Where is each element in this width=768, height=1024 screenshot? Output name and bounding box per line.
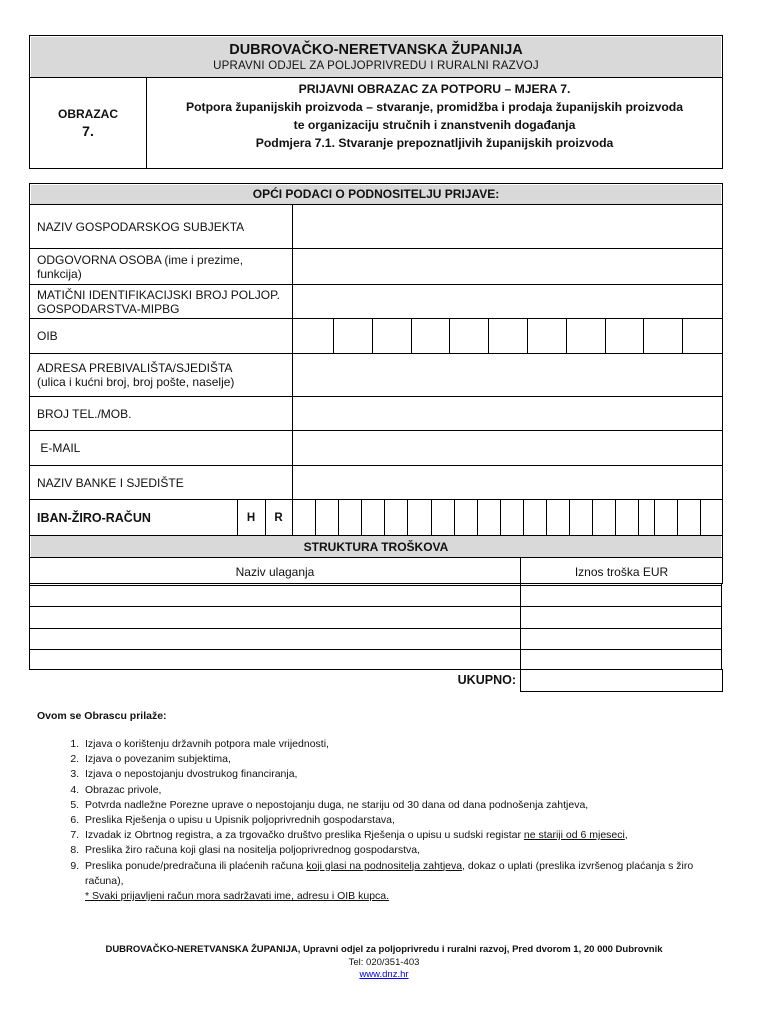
list-item: 1. Izjava o korištenju državnih potpora male vrijednosti, xyxy=(82,737,768,752)
footer-address: DUBROVAČKO-NERETVANSKA ŽUPANIJA, Upravni odjel za poljoprivredu i ruralni razvoj, Pred dvorom 1, 20 000 Dubrovnik xyxy=(105,944,663,955)
measure-title-line-3: te organizaciju stručnih i znanstvenih događanja xyxy=(293,118,576,132)
form-number-cell xyxy=(30,78,146,168)
field-label: MATIČNI IDENTIFIKACIJSKI BROJ POLJOP. xyxy=(37,287,280,302)
field-label: NAZIV GOSPODARSKOG SUBJEKTA xyxy=(37,219,245,234)
list-item: 3. Izjava o nepostojanju dvostrukog financiranja, xyxy=(82,767,768,782)
list-item: 9. Preslika ponude/predračuna ili plaćenih računa koji glasi na podnositelja zahtjeva, dokaz o uplati (preslika izvršenog plaćanja s žiro računa), * Svaki prijavljeni račun mora sadržavati ime, adresu i OIB kupca. xyxy=(82,859,700,905)
field-bank xyxy=(30,466,292,499)
attachments-list xyxy=(37,737,768,904)
footer-phone: Tel: 020/351-403 xyxy=(348,956,420,968)
field-label: OIB xyxy=(37,329,58,343)
applicant-section-title: OPĆI PODACI O PODNOSITELJU PRIJAVE: xyxy=(31,185,722,204)
measure-title xyxy=(147,80,722,152)
measure-title-line-2: Potpora županijskih proizvoda – stvaranje, promidžba i prodaja županijskih proizvoda xyxy=(185,100,684,114)
attachments-note: * Svaki prijavljeni račun mora sadržavati ime, adresu i OIB kupca. xyxy=(85,890,390,903)
field-label: ADRESA PREBIVALIŠTA/SJEDIŠTA xyxy=(37,361,233,375)
field-label: NAZIV BANKE I SJEDIŠTE xyxy=(37,475,184,490)
field-responsible-person xyxy=(30,249,292,284)
field-iban: IBAN-ŽIRO-RAČUN xyxy=(37,510,151,525)
measure-title-line-4: Podmjera 7.1. Stvaranje prepoznatljivih županijskih proizvoda xyxy=(255,136,614,150)
field-address xyxy=(30,354,292,396)
field-label: ODGOVORNA OSOBA (ime i prezime, xyxy=(37,252,244,267)
field-company-name xyxy=(30,205,292,248)
footer-website-link[interactable]: www.dnz.hr xyxy=(359,969,409,980)
page-footer xyxy=(0,944,768,982)
costs-total-label: UKUPNO: xyxy=(457,673,516,687)
dept-name: UPRAVNI ODJEL ZA POLJOPRIVREDU I RURALNI RAZVOJ xyxy=(213,59,539,72)
field-mipbg xyxy=(30,285,292,318)
costs-col-investment: Naziv ulaganja xyxy=(235,564,315,579)
list-item: 8. Preslika žiro računa koji glasi na nositelja poljoprivrednog gospodarstva, xyxy=(82,843,768,858)
costs-col-amount: Iznos troška EUR xyxy=(574,564,669,579)
form-number: 7. xyxy=(82,123,94,139)
iban-prefix-r: R xyxy=(274,511,283,524)
list-item: 7. Izvadak iz Obrtnog registra, a za trgovačko društvo preslika Rješenja o upisu u sudski registar ne stariji od 6 mjeseci, xyxy=(82,828,768,843)
field-label: BROJ TEL./MOB. xyxy=(37,406,132,421)
list-item: 6. Preslika Rješenja o upisu u Upisnik poljoprivrednih gospodarstava, xyxy=(82,813,768,828)
iban-prefix-h: H xyxy=(246,511,256,524)
form-label: OBRAZAC xyxy=(58,107,118,121)
costs-section-title: STRUKTURA TROŠKOVA xyxy=(31,536,722,557)
field-phone xyxy=(30,397,292,430)
field-email xyxy=(30,431,292,465)
org-name: DUBROVAČKO-NERETVANSKA ŽUPANIJA xyxy=(229,41,523,58)
costs-total-cell xyxy=(520,670,723,692)
attachments-intro: Ovom se Obrascu prilaže: xyxy=(37,710,167,722)
field-label-sub: GOSPODARSTVA-MIPBG xyxy=(37,301,180,316)
measure-title-line-1: PRIJAVNI OBRAZAC ZA POTPORU – MJERA 7. xyxy=(298,82,571,96)
field-label-sub: (ulica i kućni broj, broj pošte, naselje) xyxy=(37,375,235,389)
header-title-band xyxy=(31,37,722,78)
field-label-sub: funkcija) xyxy=(37,266,82,281)
list-item: 2. Izjava o povezanim subjektima, xyxy=(82,752,768,767)
field-oib xyxy=(30,319,292,353)
list-item: 4. Obrazac privole, xyxy=(82,783,768,798)
list-item: 5. Potvrda nadležne Porezne uprave o nepostojanju duga, ne stariju od 30 dana od dana podnošenja zahtjeva, xyxy=(82,798,768,813)
field-label: E-MAIL xyxy=(37,441,81,455)
